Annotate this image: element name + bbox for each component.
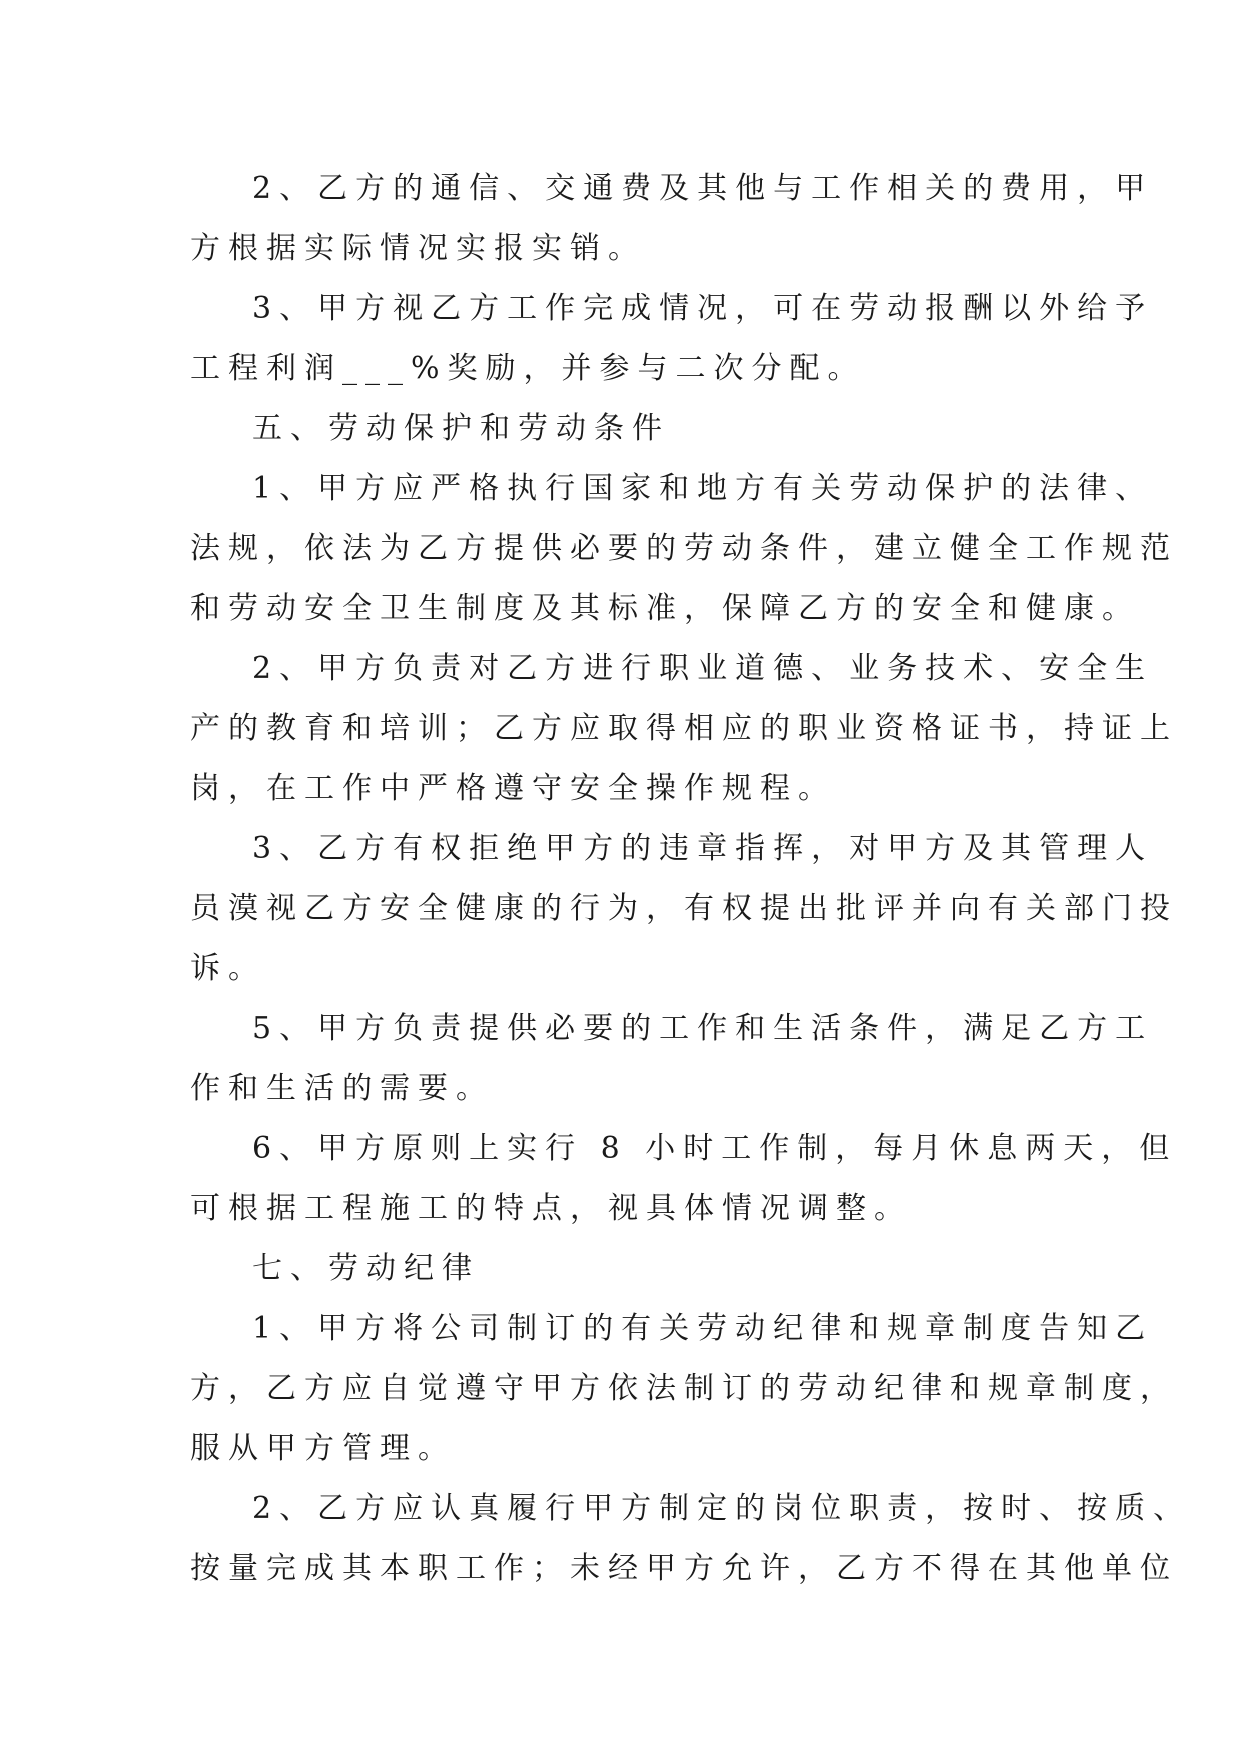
paragraph-bonus [190, 279, 1154, 399]
heading-text: 五、劳动保护和劳动条件 [252, 411, 670, 446]
text-line: 5、甲方负责提供必要的工作和生活条件，满足乙方工 [252, 1011, 1154, 1046]
text-line: 岗，在工作中严格遵守安全操作规程。 [190, 771, 836, 806]
text-line: 员漠视乙方安全健康的行为，有权提出批评并向有关部门投 [190, 891, 1178, 926]
paragraph-protection-6 [190, 1119, 1178, 1239]
paragraph-expenses [190, 159, 1154, 279]
paragraph-protection-5 [190, 999, 1154, 1119]
text-line: 1、甲方应严格执行国家和地方有关劳动保护的法律、 [252, 471, 1154, 506]
text-line: 6、甲方原则上实行 8 小时工作制，每月休息两天，但 [252, 1131, 1178, 1166]
text-line: 产的教育和培训；乙方应取得相应的职业资格证书，持证上 [190, 711, 1178, 746]
paragraph-protection-2 [190, 639, 1178, 819]
document-body [190, 159, 1192, 1599]
text-line: 作和生活的需要。 [190, 1071, 494, 1106]
text-line: 方根据实际情况实报实销。 [190, 231, 646, 266]
text-line: 可根据工程施工的特点，视具体情况调整。 [190, 1191, 912, 1226]
paragraph-discipline-1 [190, 1299, 1178, 1479]
text-line: 2、甲方负责对乙方进行职业道德、业务技术、安全生 [252, 651, 1154, 686]
paragraph-protection-1 [190, 459, 1178, 639]
paragraph-protection-3 [190, 819, 1178, 999]
text-line: 诉。 [190, 951, 266, 986]
text-line: 法规，依法为乙方提供必要的劳动条件，建立健全工作规范 [190, 531, 1178, 566]
text-line: 工程利润___%奖励，并参与二次分配。 [190, 351, 866, 386]
text-line: 2、乙方的通信、交通费及其他与工作相关的费用，甲 [252, 171, 1154, 206]
text-line: 3、乙方有权拒绝甲方的违章指挥，对甲方及其管理人 [252, 831, 1154, 866]
text-line: 和劳动安全卫生制度及其标准，保障乙方的安全和健康。 [190, 591, 1140, 626]
text-line: 2、乙方应认真履行甲方制定的岗位职责，按时、按质、 [252, 1491, 1192, 1526]
text-line: 3、甲方视乙方工作完成情况，可在劳动报酬以外给予 [252, 291, 1154, 326]
text-line: 1、甲方将公司制订的有关劳动纪律和规章制度告知乙 [252, 1311, 1154, 1346]
section-heading-labor-protection [190, 399, 1052, 459]
heading-text: 七、劳动纪律 [252, 1251, 480, 1286]
section-heading-labor-discipline [190, 1239, 1052, 1299]
text-line: 按量完成其本职工作；未经甲方允许，乙方不得在其他单位 [190, 1551, 1178, 1586]
paragraph-discipline-2 [190, 1479, 1192, 1599]
text-line: 方，乙方应自觉遵守甲方依法制订的劳动纪律和规章制度， [190, 1371, 1178, 1406]
text-line: 服从甲方管理。 [190, 1431, 456, 1466]
